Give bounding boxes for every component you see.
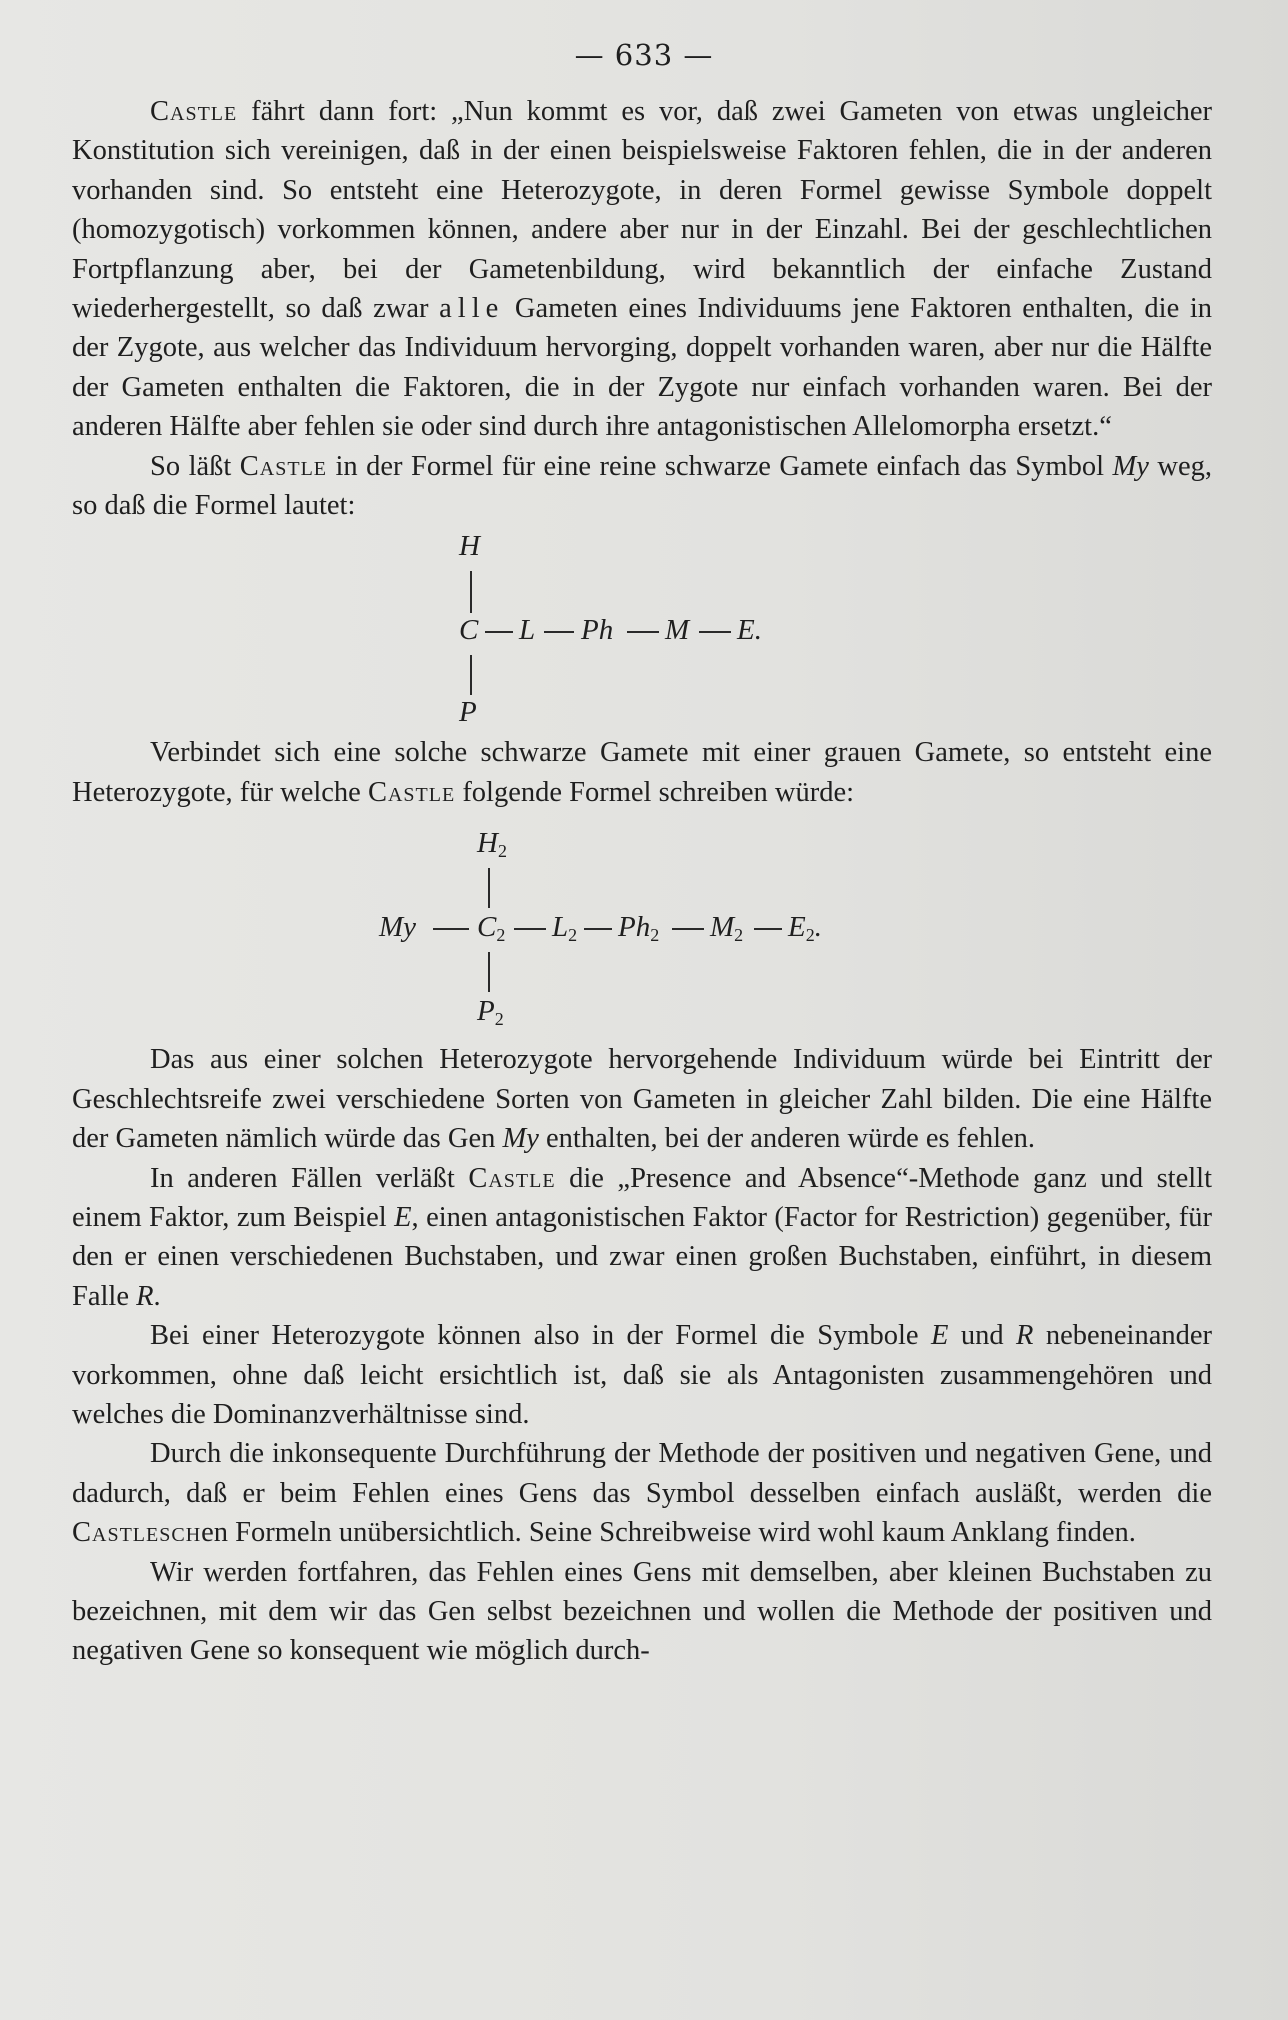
symbol-r: R	[136, 1280, 154, 1312]
symbol-r: R	[1016, 1320, 1034, 1352]
formula-symbol-p: P	[459, 696, 477, 729]
paragraph-antagonists: Bei einer Heterozygote können also in der Formel die Symbole E und R nebeneinander vorkommen, ohne daß leicht ersichtlich ist, daß sie als Antagonisten zusammengehören und welches die Dominanzverhältnisse sind.	[72, 1320, 1212, 1430]
author-name: Castle	[468, 1162, 556, 1194]
paragraph-conclusion: Wir werden fortfahren, das Fehlen eines Gens mit demselben, aber kleinen Buchstaben zu bezeichnen, mit dem wir das Gen selbst bezeichnen und wollen die Methode der positiven und negativen Gene so konsequent wie möglich durch-	[72, 1556, 1212, 1667]
formula-symbol-h: H	[459, 530, 480, 563]
author-name: Castle	[367, 776, 456, 808]
paragraph-castle-quote: Castle fährt dann fort: „Nun kommt es vor, daß zwei Gameten von etwas ungleicher Konstitution sich vereinigen, daß in der einen beispielsweise Faktoren fehlen, die in der anderen vorhanden sind. So entsteht eine Heterozygote, in deren Formel gewisse Symbole doppelt (homozygotisch) vorkommen können, andere aber nur in der Einzahl. Bei der geschlechtlichen Fortpflanzung aber, bei der Gametenbildung, wird bekanntlich der einfache Zustand wiederhergestellt, so daß zwar alle Gameten eines Individuums jene Faktoren enthalten, die in der Zygote, aus welcher das Individuum hervorging, doppelt vorhanden waren, aber nur die Hälfte der Gameten enthalten die Faktoren, die in der Zygote nur einfach vorhanden waren. Bei der anderen Hälfte aber fehlen sie oder sind durch ihre antagonistischen Allelomorpha ersetzt.“	[72, 96, 1213, 443]
formula-bond	[485, 631, 513, 633]
body-text	[72, 92, 1212, 1671]
author-name: Castlesch	[72, 1517, 202, 1549]
formula-symbol-p2: $P_2$	[477, 995, 504, 1030]
formula-bond	[433, 928, 469, 930]
formula-symbol-c2: $C_2$	[477, 911, 506, 946]
formula-symbol-h2: $H_2$	[477, 827, 507, 862]
paragraph-formula-intro: So läßt Castle in der Formel für eine reine schwarze Gamete einfach das Symbol My weg, so daß die Formel lautet:	[72, 450, 1212, 522]
formula-bond	[514, 928, 546, 930]
formula-bond	[754, 928, 782, 930]
paragraph-heterozygote: Verbindet sich eine solche schwarze Gamete mit einer grauen Gamete, so entsteht eine Heterozygote, für welche Castle folgende Formel schreiben würde:	[72, 737, 1212, 808]
formula-symbol-c: C	[459, 614, 479, 647]
formula-bond	[699, 631, 731, 633]
symbol-my: My	[502, 1123, 539, 1155]
formula-bond-vertical	[488, 952, 490, 992]
formula-bond	[584, 928, 612, 930]
formula-symbol-l2: $L_2$	[552, 911, 578, 946]
author-name: Castle	[239, 450, 328, 482]
paragraph-individual: Das aus einer solchen Heterozygote hervorgehende Individuum würde bei Eintritt der Geschlechtsreife zwei verschiedene Sorten von Gameten in gleicher Zahl bilden. Die eine Hälfte der Gameten nämlich würde das Gen My enthalten, bei der anderen würde es fehlen.	[72, 1044, 1212, 1155]
formula-symbol-e2: $E_2$.	[788, 911, 822, 946]
formula-symbol-m: M	[665, 614, 690, 647]
symbol-e: E	[931, 1320, 949, 1352]
formula-bond-vertical	[470, 571, 472, 613]
symbol-my: My	[1112, 450, 1149, 482]
formula-bond	[627, 631, 659, 633]
formula-bond	[544, 631, 574, 633]
formula-symbol-my: My	[379, 911, 417, 944]
formula-symbol-ph2: $Ph_2$	[618, 911, 660, 946]
paragraph-presence-absence: In anderen Fällen verläßt Castle die „Presence and Absence“-Methode ganz und stellt einem Faktor, zum Beispiel E, einen antagonistischen Faktor (Factor for Restriction) gegenüber, für den er einen verschiedenen Buchstaben, und zwar einen großen Buchstaben, einführt, in diesem Falle R.	[72, 1162, 1213, 1312]
emphasis-alle: alle	[439, 293, 505, 325]
formula-symbol-m2: $M_2$	[710, 911, 744, 946]
formula-black-gamete	[72, 525, 1212, 733]
formula-bond-vertical	[470, 655, 472, 695]
symbol-e: E	[394, 1201, 412, 1233]
formula-heterozygote	[72, 812, 1212, 1040]
paragraph-inconsistent-method: Durch die inkonsequente Durchführung der Methode der positiven und negativen Gene, und dadurch, daß er beim Fehlen eines Gens das Symbol desselben einfach ausläßt, werden die Castleschen Formeln unübersichtlich. Seine Schreibweise wird wohl kaum Anklang finden.	[72, 1438, 1212, 1549]
formula-symbol-e: E.	[737, 614, 762, 647]
page-number: — 633 —	[574, 38, 714, 72]
formula-bond	[672, 928, 704, 930]
formula-symbol-l: L	[519, 614, 536, 647]
author-name: Castle	[150, 96, 238, 127]
formula-bond-vertical	[488, 868, 490, 908]
formula-symbol-ph: Ph	[581, 614, 614, 647]
